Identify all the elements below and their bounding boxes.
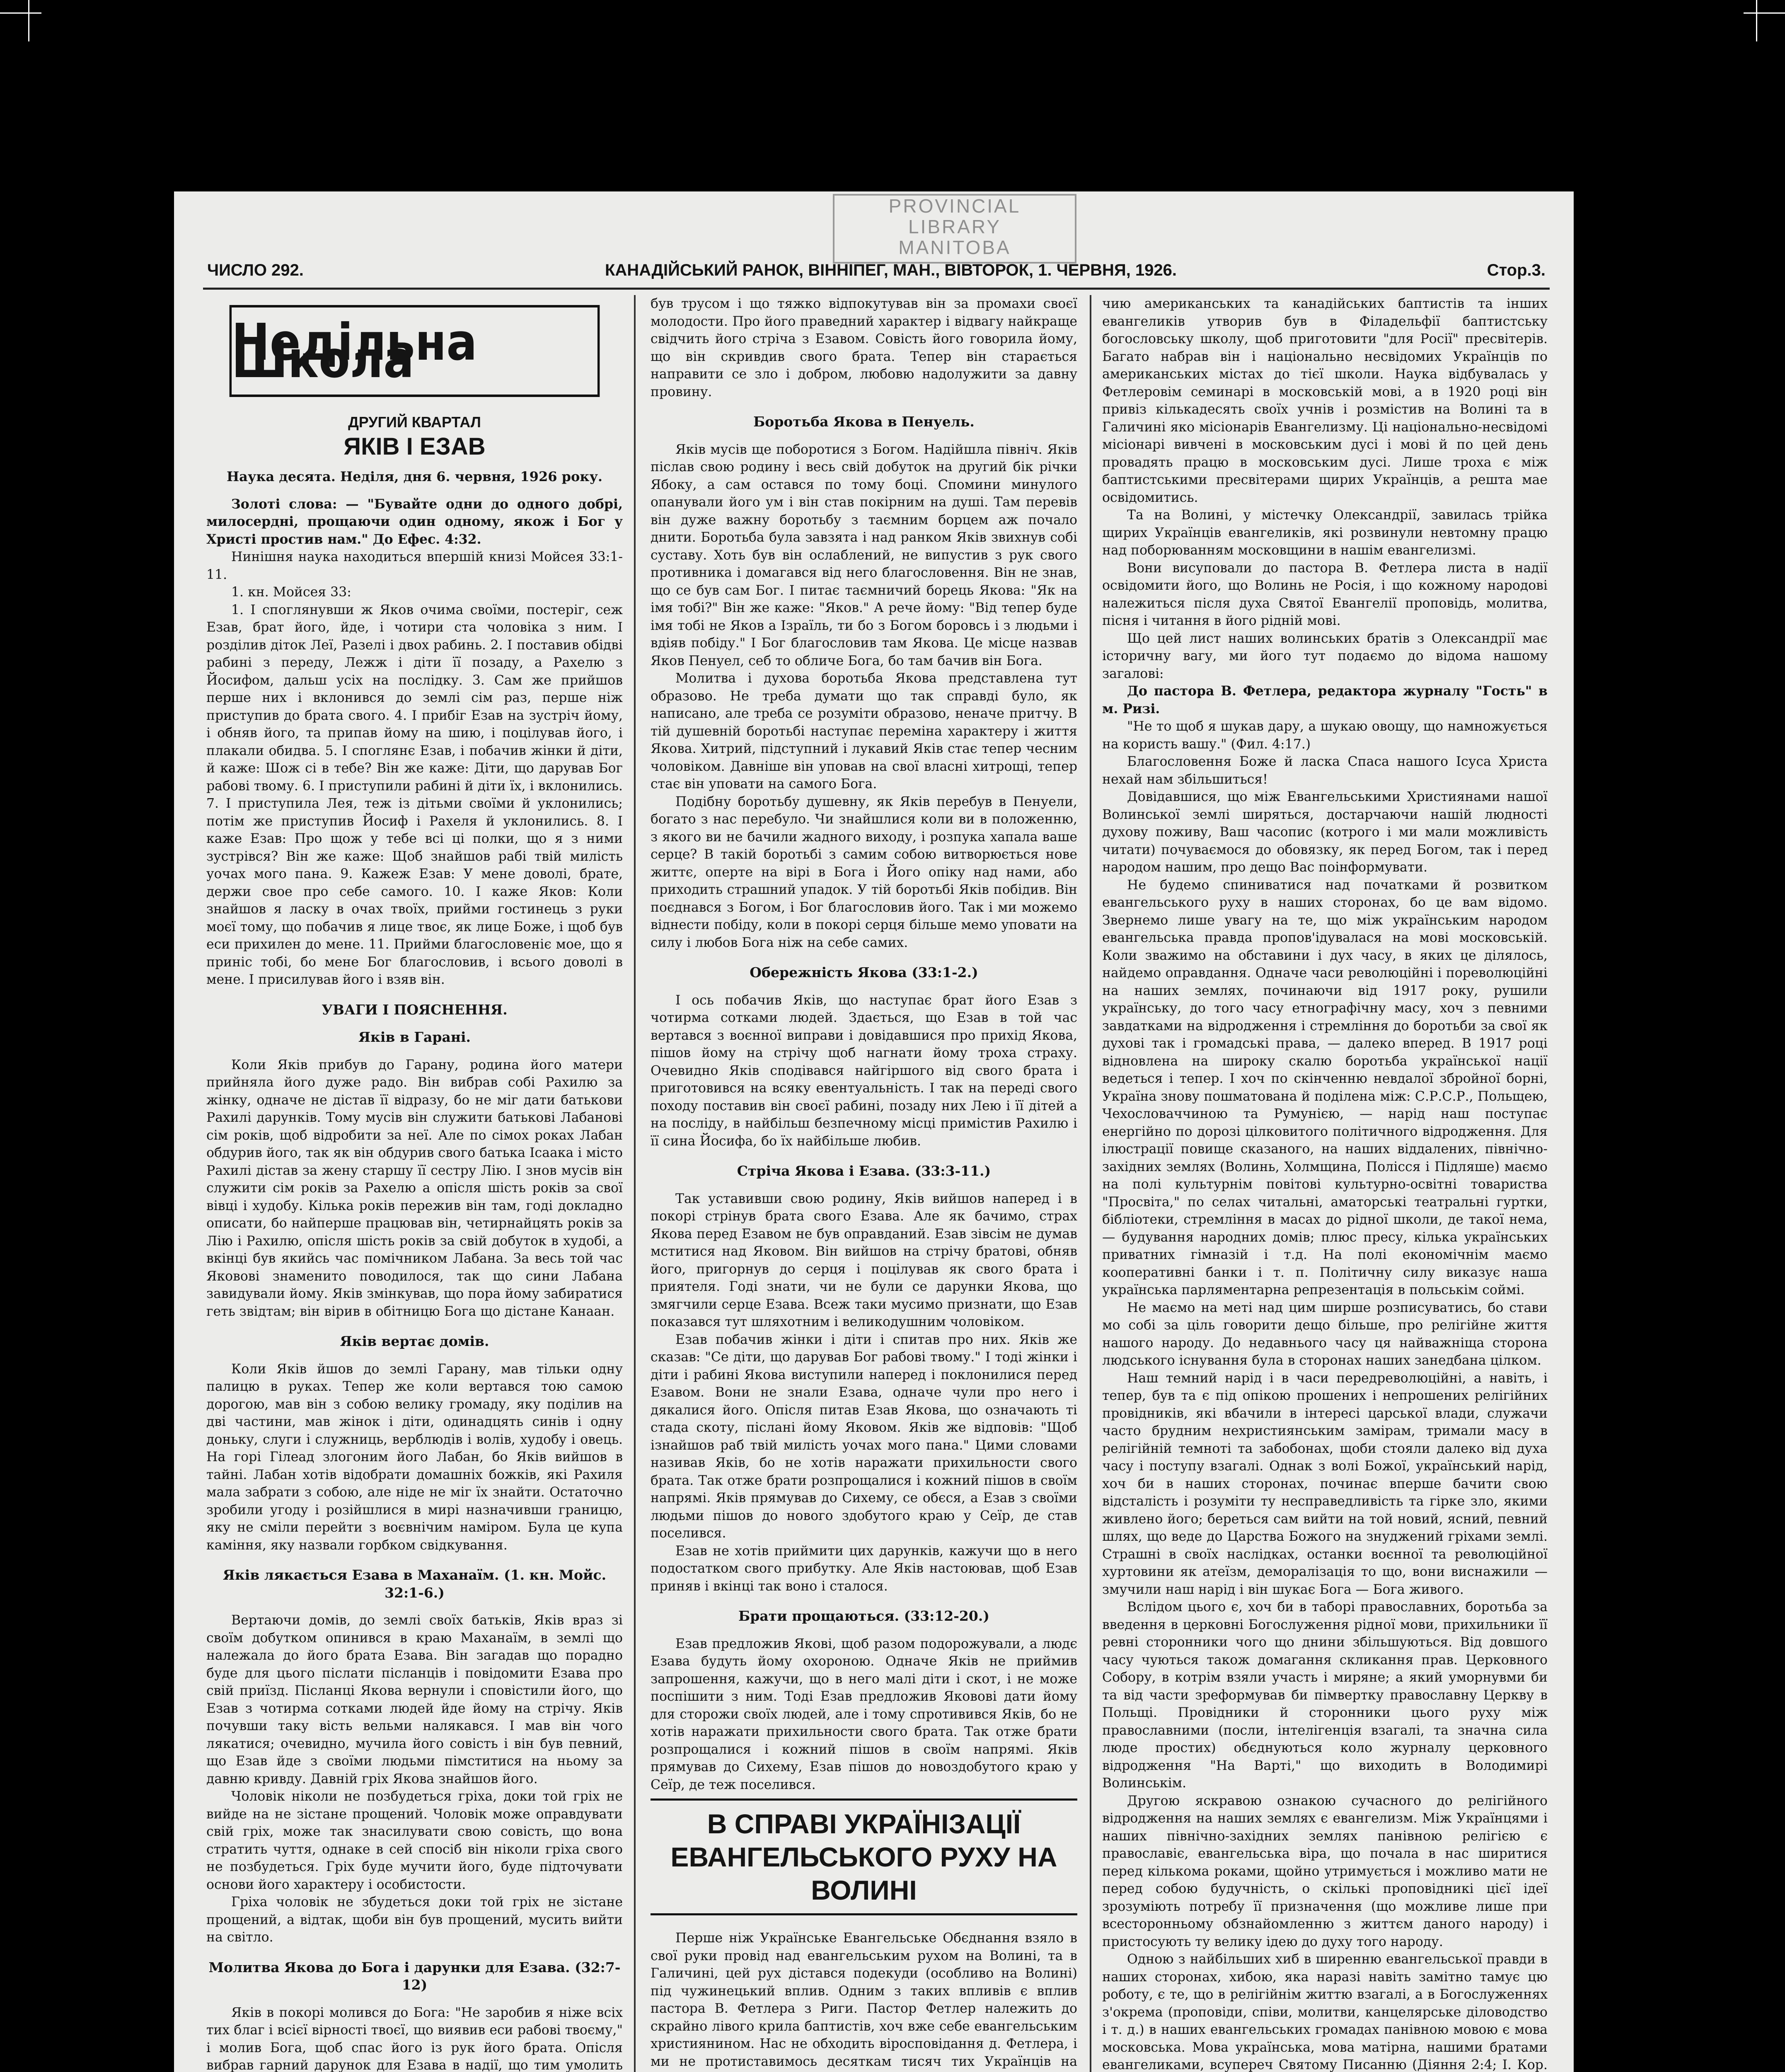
paragraph: Не маємо на меті над цим ширше розписуватись, бо стави мо собі за ціль говорити дещо більше, про релігійне життя нашого народу. До недавнього часу ця найважніща сторона людського існування була в сторонах наших занедбана цілком. [1102, 1300, 1548, 1368]
paragraph: 1. кн. Мойсея 33: [231, 585, 351, 600]
scan-mark-top-left-v [28, 0, 29, 41]
paragraph: Вслідом цього є, хоч би в таборі православних, боротьба за введення в церковні Богослуження рідної мови, прихильники її ревні сторонники чого що днини збільшуються. Від довшого часу чуються також домагання скликання прав. Церковного Собору, в котрім взяли участь і миряне; а який уморнувми би та від части зреформував би пімвертку православну Церкву в Польщі. Провідники й сторонники цього руху між православними (посли, інтелігенція взагалі, та значна сила люде простих) обєднуються коло журналу церковного відродження "На Варті," що виходить в Володимирі Волинськім. [1102, 1600, 1548, 1791]
scripture-text: 1. І споглянувши ж Яков очима своїми, постеріг, сеж Езав, брат його, йде, і чотири ста чоловіка з ним. І розділив діток Леї, Разелі і двох рабинь. 2. І поставив обідві рабині з переду, Лежж і діти її позаду, а Рахелю з Йосифом, дальш усіх на послідку. 3. Сам же прийшов перше них і вклонився до землі сім раз, перше ніж приступив до брата свого. 4. І прибіг Езав на зустріч йому, і обняв його, та припав йому на шию, і поцілував його, і плакали обидва. 5. І споглянє Езав, і побачив жінки й діти, й каже: Шож сі в тебе? Він же каже: Діти, що дарував Бог рабові твому. 6. І приступили рабині й діти їх, і вклонились. 7. І приступила Лея, теж із дітьми своїми й уклонились; потім же приступив Йосиф і Рахеля й уклонились. 8. І каже Езав: Про щож у тебе всі ці полки, що я з ними зустрівся? Він же каже: Щоб знайшов рабі твій милість уочах мого пана. 9. Кажеж Езав: У мене доволі, брате, держи свое про себе самого. 10. І каже Яков: Коли знайшов я ласку в очах твоїх, прийми гостинець з руки моєї тому, що побачив я лице твоє, як лице Боже, і щоб був еси прихилен до мене. 11. Прийми благословеніє мое, що я приніс тобі, бо мене Бог благословив, і всього доволі в мене. І присилував його і взяв він. [206, 602, 623, 987]
section-heading: Молитва Якова до Бога і дарунки для Езава. (32:7-12) [208, 1959, 621, 1993]
paper-masthead-line: КАНАДІЙСЬКИЙ РАНОК, ВІННІПЕГ, МАН., ВІВТОРОК, 1. ЧЕРВНЯ, 1926. [605, 261, 1177, 279]
section-heading: Брати прощаються. (33:12-20.) [738, 1608, 989, 1624]
section-heading: Боротьба Якова в Пенуель. [753, 414, 975, 430]
paragraph: був трусом і що тяжко відпокутував він за промахи своєї молодости. Про його праведний характер і відвагу найкраще свідчить його стріча з Езавом. Совість його говорила йому, що він скривдив свого брата. Тепер він старається направити се зло і добром, любовю надолужити за давну провину. [651, 296, 1077, 399]
column-2 [651, 295, 1077, 2072]
section-heading: Стріча Якова і Езава. (33:3-11.) [737, 1163, 991, 1179]
paragraph: Подібну боротьбу душевну, як Яків перебув в Пенуели, богато з нас перебуло. Чи знайшлися коли ви в положенню, з якого ви не бачили жадного виходу, і розпука хапала ваше серце? В такій боротьбі з самим собою витворюється нове життє, оперте на вірі в Бога і Його опіку над нами, або приходить страшний упадок. У тій боротьбі Яків побідив. Він поєднався з Богом, і Бог благословив його. Так і ми можемо віднести побіду, коли в покорі серця більше мемо уповати на силу і любов Бога ніж на себе самих. [651, 794, 1077, 950]
newspaper-page [174, 191, 1574, 2072]
paragraph: Наш темний нарід і в часи передреволюційні, а навіть, і тепер, був та є під опікою прошених і непрошених релігійних провідників, які вбачили в інтересі царської влади, служачи часто брудним нехристиянським замірам, тримали масу в релігійній темноті та забобонах, щоби стояли далеко від духа часу і поступу взагалі. Однак з волі Божої, український нарід, хоч би в наших сторонах, починає вперше бачити свою відсталість і розуміти ту несправедливість та гірке зло, якими живлено його; береться сам вийти на той новий, ясний, певний шлях, що веде до Царства Божого на знуджений гріхами землі. Страшні в своїх наслідках, останки воєнної та революційної хуртовини як атеїзм, деморалізація то що, вони виснажили — змучили наш нарід і він шукає Бога — Бога живого. [1102, 1370, 1548, 1597]
page-number: Стор.3. [1487, 261, 1546, 279]
paragraph: Вертаючи домів, до землі своїх батьків, Яків враз зі своїм добутком опинився в краю Маханаїм, в землі що належала до його брата Езава. Він загадав що порадно буде для цього післати післанців і повідомити Езава про свій приїзд. Післанці Якова вернули і сповістили його, що Езав з чотирма сотками людей йде йому на стрічу. Яків почувши таку вість вельми налякався. І мав він чого лякатися; очевидно, мучила його совість і він був певний, що Езав йде з своїми людьми пімститися на ньому за давню кривду. Давній гріх Якова знайшов його. [206, 1613, 623, 1786]
lesson-date-line: Наука десята. Неділя, дня 6. червня, 1926 року. [226, 469, 603, 484]
paragraph: Так уставивши свою родину, Яків вийшов наперед і в покорі стрінув брата свого Езава. Але як бачимо, страх Якова перед Езавом не був оправданий. Езав зівсім не думав мститися над Яковом. Він вийшов на стрічу братові, обняв його, пригорнув до серця і поцілував як свого брата і приятеля. Годі знати, чи не були се дарунки Якова, що змягчили серце Езава. Всеж таки мусимо признати, що Езав показався тут шляхотним і великодушним чоловіком. [651, 1191, 1077, 1329]
header-rule [203, 288, 1550, 290]
golden-text: Золоті слова: — "Бувайте одни до одного добрі, милосердні, прощаючи один одному, якож і Бог у Христі простив нам." До Ефес. 4:32. [206, 496, 623, 547]
paragraph: Яків в покорі молився до Бога: "Не заробив я ніже всіх тих благ і всієї вірності твоєї, що виявив еси рабові твоєму," і молив Бога, щоб спас його із рук його брата. Опісля вибрав гарний дарунок для Езава в надії, що тим умолить [206, 2005, 623, 2072]
paragraph: Езав предложив Якові, щоб разом подорожували, а людє Езава будуть йому охороною. Одначе Яків не приймив запрошення, кажучи, що в него малі діти і скот, і не може поспішити з ним. Тоді Езав предложив Яковові дати йому для сторожи своїх людей, але і тому спротивився Яків, бо не хотів наражати прихильности свого брата. Так отже брати розпрощалися і кожний пішов в своїм напрямі. Яків прямував до Сихему, Езав пішов до новоздобутого краю у Сеїр, де теж поселився. [651, 1636, 1077, 1792]
column-rule-2 [1090, 295, 1091, 2072]
section-heading: Яків вертає домів. [340, 1333, 489, 1349]
paragraph: Довідавшися, що між Евангельськими Християнами нашої Волинської землі ширяться, достарчаючи нашій людності духову поживу, Ваш часопис (котрого і ми мали можливість читати) почуваємося до обовязку, як перед Богом, так і перед народом нашим, про дещо Вас поінформувати. [1102, 789, 1548, 875]
paragraph: Нинішня наука находиться впершій книзі Мойсея 33:1-11. [206, 549, 623, 582]
library-stamp: PROVINCIAL LIBRARY MANITOBA [833, 194, 1076, 264]
paragraph: чию американських та канадійських баптистів та інших евангеликів утворив був в Філадельфії баптистську богословську школу, щоб приготовити "для Росії" пресвітерів. Багато набрав він і національно несвідомих Українців по американських містах до тієї школи. Наука відбувалась у Фетлеровім семинарі в московській мові, а в 1920 році він привіз кількадесять своїх учнів і розмістив на Волині та в Галичині яко місіонарів Евангелизму. Ці національно-несвідомі місіонарі вивчені в московським дусі і мові й по цей день провадять працю в московським дусі. Лише троха є між баптистськими пресвітерами щирих Українців, а решта мае освідомитись. [1102, 296, 1548, 505]
column-1 [206, 295, 623, 2072]
column-3 [1102, 295, 1548, 2072]
paragraph: Коли Яків йшов до землі Гарану, мав тільки одну палицю в руках. Тепер же коли вертався тою самою дорогою, мав він з собою велику громаду, яку поділив на дві частини, мав жінок і діти, одинадцять синів і одну доньку, слуги і служниць, верблюдів і волів, худобу і овець. На горі Гілеад злогоним його Лабан, бо Яків вийшов в тайні. Лабан хотів відобрати домашніх божків, які Рахиля мала забрати з собою, але ніде не міг їх знайти. Остаточно зробили угоду і розійшлися в мирі назначивши границю, яку не сміли перейти з воєвнічим наміром. Була це купа каміння, яку назвали горбком свідкування. [206, 1361, 623, 1553]
paragraph: Коли Яків прибув до Гарану, родина його матери прийняла його дуже радо. Він вибрав собі Рахилю за жінку, одначе не дістав її відразу, бо не міг дати батькови Рахилі дарунків. Тому мусів він служити батькові Лабанові сім років, щоб відробити за неї. Але по сімох роках Лабан обдурив його, так як він обдурив свого батька Ісаака і місто Рахилі дістав за жену старшу її сестру Лію. І знов мусів він служити сім років за Рахелю а опісля шість років за свої вівці і худобу. Кілька років пережив він там, годі докладно описати, бо найперше працював він, четирнайцять років за Лію і Рахилю, опісля шість років за свій добуток в худобі, а вкінці був якийсь час помічником Лабана. За весь той час Яковові знаменито поводилося, так що сини Лабана завидували йому. Яків змінкував, що пора йому забиратися геть звідтам; він вірив в обітницю Бога що дістане Канаан. [206, 1057, 623, 1319]
running-header [207, 261, 1546, 283]
letter-address: До пастора В. Фетлера, редактора журналу "Гость" в м. Ризі. [1102, 683, 1548, 716]
article-headline: В СПРАВІ УКРАЇНІЗАЦІЇ ЕВАНГЕЛЬСЬКОГО РУХУ НА ВОЛИНІ [651, 1798, 1077, 1915]
section-heading: Яків лякається Езава в Маханаїм. (1. кн. Мойс. 32:1-6.) [223, 1567, 607, 1601]
paragraph: Не будемо спиниватися над початками й розвитком евангельського руху в наших сторонах, бо це вам відомо. Звернемо лише увагу на те, що між українським народом евангельська правда пропов'ідувалася на мові московській. Коли зважимо на обставини і дух часу, в яких це ділялось, найдемо оправдання. Одначе часи революційні і пореволюційні на наших землях, починаючи від 1917 року, рушили українську, до того часу етнографічну масу, хоч з певними завдатками на відродження і стремління до боротьби за свої як духові так і громадські права, — далеко вперед. В 1917 році відновлена на широку скалю боротьба української нації ведеться і тепер. І хоч по скінченню невдалої збройної борні, Україна знову пошматована й поділена між: С.Р.С.Р., Польщею, Чехословаччиною та Румунією, — нарід наш поступає енергійно по дорозі цілковитого політичного відродження. Для ілюстрації повище сказаного, на наших віддалених, північно-західних землях (Волинь, Холмщина, Полісся і Підляше) маємо на полі культурнім повітові культурно-освітні товариства "Просвіта," по селах читальні, аматорські театральні гуртки, бібліотеки, стремління в масах до рідної школи, де такої нема, — будування народних домів; плюс пресу, кілька українських приватних гімназій і т.д. На полі економічнім маємо кооперативні банки і т. п. Політичну силу виказує наша українська парляментарна репрезентація в польськім соймі. [1102, 877, 1548, 1297]
paragraph: Перше ніж Українське Евангельське Обєднання взяло в свої руки провід над евангельським рухом на Волині, та в Галичині, цей рух дістався подекуди (особливо на Волині) під чужинецький вплив. Одним з таких впливів є вплив пастора В. Фетлера з Риги. Пастор Фетлер належить до скрайно лівого крила баптистів, хоч вже себе евангельським християнином. Нас не обходить віросповідання д. Фетлера, і ми не протиставимось десяткам тисяч тих Українців на [651, 1931, 1077, 2069]
scan-mark-top-left-h [0, 12, 41, 14]
sunday-school-masthead: Недільна Школа [230, 305, 600, 397]
quarter-heading: ДРУГИЙ КВАРТАЛ [348, 414, 481, 431]
paragraph: Що цей лист наших волинських братів з Олександрії має історичну вагу, ми його тут подаємо до відома нашому загалові: [1102, 631, 1548, 681]
section-heading: Яків в Гарані. [358, 1029, 471, 1045]
scan-mark-top-right-h [1744, 12, 1785, 14]
column-rule-1 [634, 295, 636, 2072]
paragraph: Другою яскравою ознакою сучасного до релігійного відродження на наших землях є евангелизм. Між Українцями і наших північно-західних землях панівною релігією є православіє, евангельська віра, що почала в нас ширитися перед кількома роками, щойно утримується і можливо мати не перед собою будучність, о скількі проповідникі цієї ідеї зрозуміють потребу її призначення (що можливе лише при всесторонньому обзнайомленню з життєм даного народу) і пристосують ту велику ідею до духу того народу. [1102, 1793, 1548, 1949]
scan-mark-top-right-v [1756, 0, 1757, 41]
paragraph: Благословення Боже й ласка Спаса нашого Ісуса Христа нехай нам збільшиться! [1102, 754, 1548, 787]
issue-number: ЧИСЛО 292. [207, 261, 304, 279]
lesson-title: ЯКІВ І ЕЗАВ [343, 433, 486, 460]
paragraph: Та на Волині, у містечку Олександрії, завилась трійка щирих Українців евангеликів, які розвинули невтомну працю над поборюванням московщини в нашім евангелизмі. [1102, 508, 1548, 558]
paragraph: Езав побачив жінки і діти і спитав про них. Яків же сказав: "Се діти, що дарував Бог рабові твому." І тоді жінки і діти і рабині Якова виступили наперед і поклонилися перед Езавом. Вони не знали Езава, одначе чули про него і дякалися його. Опісля питав Езав Якова, що означають ті стада скоту, післані йому Яковом. Яків же відповів: "Щоб ізнайшов раб твій милість уочах мого пана." Цими словами називав Яків, бо не хотів наражати прихильности свого брата. Так отже брати розпрощалися і кожний пішов в своїм напрямі. Яків прямував до Сихему, се обєся, а Езав з своїми людьми пішов до нового здобутого краю у Сеїр, де став поселився. [651, 1332, 1077, 1541]
paragraph: Вони висуповали до пастора В. Фетлера листа в надії освідомити його, що Волинь не Росія, і що кожному народові належиться після духа Святої Евангелії проповідь, молитва, пісня і читання в його рідній мові. [1102, 560, 1548, 628]
paragraph: Чоловік ніколи не позбудеться гріха, доки той гріх не вийде на не зістане прощений. Чоловік може оправдувати свій гріх, може так знасилувати свою совість, що вона стратить чуття, однаке в сей спосіб він ніколи гріха свого не позбудеться. Гріх буде мучити його, буде підточувати основи його характеру і особистости. [206, 1789, 623, 1892]
paragraph: Яків мусів ще поборотися з Богом. Надійшла північ. Яків післав свою родину і весь свій добуток на другий бік річки Ябоку, а сам остався по тому боці. Спомини минулого опанували його ум і він став покірним на душі. Там перевів він дуже важну боротьбу з таємним борцем аж почало днити. Боротьба була завзята і над ранком Яків звихнув собі суставу. Хоть був він ослаблений, не випустив з рук свого противника і домагався від него благословення. Він не знав, що се був сам Бог. І питає таємничий борець Якова: "Як на імя тобі?" Він же каже: "Яков." А рече йому: "Від тепер буде імя тобі не Яков а Ізраїль, ти бо з Богом боровсь і з людьми і вдіяв побіду." І Бог благословив там Якова. Це місце назвав Яков Пенуел, себ то обличе Бога, бо там бачив він Бога. [651, 442, 1077, 668]
paragraph: Гріха чоловік не збудеться доки той гріх не зістане прощений, а відтак, щоби він був прощений, мусить вийти на світло. [206, 1895, 623, 1945]
epigraph: "Не то щоб я шукав дару, а шукаю овощу, що намножується на користь вашу." (Фил. 4:17.) [1102, 719, 1548, 752]
paragraph: Езав не хотів приймити цих дарунків, кажучи що в него подостатком свого прибутку. Але Яків настоював, щоб Езав приняв і вкінці так воно і сталося. [651, 1543, 1077, 1594]
paragraph: Молитва і духова боротьба Якова представлена тут образово. Не треба думати що так справді було, як написано, але треба се розуміти образово, неначе притчу. В тій душевній боротьбі наступає переміна характеру і життя Якова. Хитрий, підступний і лукавий Яків стає тепер чесним чоловіком. Давніше він уповав на свої власні хитрощі, тепер стає він уповати на самого Бога. [651, 671, 1077, 792]
paragraph: І ось побачив Яків, що наступає брат його Езав з чотирма сотками людей. Здається, що Езав в той час вертався з воєнної виправи і довідавшися про прихід Якова, пішов йому на стрічу щоб нагнати йому троха страху. Очевидно Яків сподівався найгіршого від свого брата і приготовився на всяку евентуальність. І так на переді свого походу поставив він своєї рабині, позаду них Лею і її дітей а на посліду, в найбільш безпечному місці примістив Рахилю і її сина Йосифа, бо їх найбільше любив. [651, 992, 1077, 1149]
paragraph: Одною з найбільших хиб в ширенню евангельської правди в наших сторонах, хибою, яка наразі навіть замітно тамує цю роботу, є те, що в релігійнім життю взагалі, а в Богослуженнях з'окрема (проповіди, співи, молитви, канцелярське діловодство і т. д.) в наших евангельських громадах панівною мовою є мова московська. Мова українська, мова матірна, нашими братами евангеликами, всупереч Святому Писанню (Діяння 2:4; І. Кор. [1102, 1952, 1548, 2072]
section-heading: Обережність Якова (33:1-2.) [750, 964, 978, 980]
section-heading: УВАГИ І ПОЯСНЕННЯ. [322, 1001, 508, 1018]
